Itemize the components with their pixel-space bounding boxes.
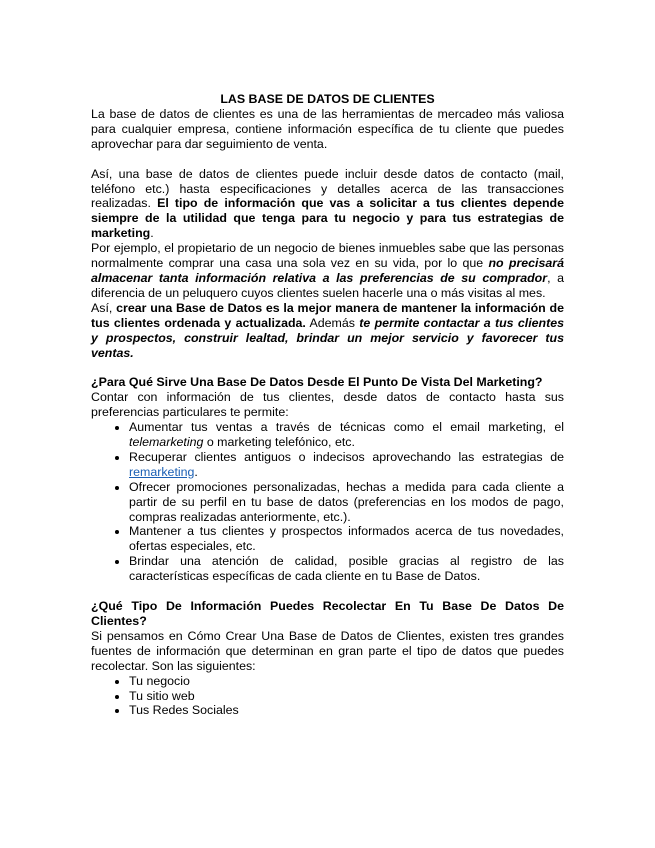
bullet-end: . [194, 464, 198, 479]
bullet-item [129, 420, 564, 450]
section2-intro: Si pensamos en Cómo Crear Una Base de Datos de Clientes, existen tres grandes fuentes de información que determinan en gran parte el tipo de datos que puedes recolectar. Son las siguientes: [91, 628, 564, 673]
bullet-item: • Tus Redes Sociales [129, 703, 564, 718]
document-title: LAS BASE DE DATOS DE CLIENTES [220, 92, 435, 106]
paragraph-bold: crear una Base de Datos es la mejor manera de mantener la información de tus clientes ordenada y actualizada. [91, 300, 564, 330]
spacer [91, 584, 564, 599]
bullet-item: • Brindar una atención de calidad, posible gracias al registro de las características específicas de cada cliente en tu Base de Datos. [129, 554, 564, 584]
paragraph-example [91, 241, 564, 301]
paragraph-benefits [91, 301, 564, 361]
paragraph-end: . [150, 226, 154, 241]
document-body [91, 92, 564, 718]
paragraph-data-types [91, 167, 564, 242]
paragraph-text: Por ejemplo, el propietario de un negocio de bienes inmuebles sabe que las personas normalmente comprar una casa una sola vez en su vida, por lo que [91, 241, 564, 271]
section1-bullet-list [91, 420, 564, 584]
paragraph-bold: El tipo de información que vas a solicitar a tus clientes depende siempre de la utilidad que tenga para tu negocio y para tus estrategias de marketing [91, 196, 564, 241]
bullet-item: • Mantener a tus clientes y prospectos informados acerca de tus novedades, ofertas especiales, etc. [129, 524, 564, 554]
bullet-item: • Tu sitio web [129, 689, 564, 704]
bullet-end: o marketing telefónico, etc. [203, 435, 355, 450]
paragraph-mid: Además [305, 315, 360, 330]
section2-heading: ¿Qué Tipo De Información Puedes Recolectar En Tu Base De Datos De Clientes? [91, 599, 564, 628]
intro-paragraph: La base de datos de clientes es una de las herramientas de mercadeo más valiosa para cualquier empresa, contiene información específica de tu cliente que puedes aprovechar para dar seguimiento de venta. [91, 106, 564, 151]
section1-intro: Contar con información de tus clientes, desde datos de contacto hasta sus preferencias particulares te permite: [91, 390, 564, 420]
bullet-text: Aumentar tus ventas a través de técnicas como el email marketing, el [129, 420, 564, 435]
bullet-text: Recuperar clientes antiguos o indecisos aprovechando las estrategias de [129, 449, 564, 464]
bullet-item [129, 450, 564, 480]
paragraph-start: Así, [91, 300, 117, 315]
bullet-italic: telemarketing [129, 435, 204, 450]
paragraph-bold-italic: no precisará almacenar tanta información relativa a las preferencias de su comprador [91, 256, 564, 285]
section1-heading: ¿Para Qué Sirve Una Base De Datos Desde El Punto De Vista Del Marketing? [91, 375, 543, 390]
bullet-item: • Ofrecer promociones personalizadas, hechas a medida para cada cliente a partir de su perfil en tu base de datos (preferencias en los modos de pago, compras realizadas anteriormente, etc.). [129, 480, 564, 525]
spacer [91, 152, 564, 167]
paragraph-bold-italic: te permite contactar a tus clientes y prospectos, construir lealtad, brindar un mejor servicio y favorecer tus ventas. [91, 315, 565, 360]
paragraph-text: Así, una base de datos de clientes puede incluir desde datos de contacto (mail, teléfono etc.) hasta especificaciones y detalles acerca de las transacciones realizadas. [91, 166, 564, 211]
paragraph-end: , a diferencia de un peluquero cuyos clientes suelen hacerle una o más visitas al mes. [91, 270, 564, 300]
remarketing-link[interactable]: remarketing [129, 464, 195, 479]
section2-bullet-list [91, 674, 564, 719]
spacer [91, 360, 564, 375]
bullet-item: • Tu negocio [129, 674, 564, 689]
